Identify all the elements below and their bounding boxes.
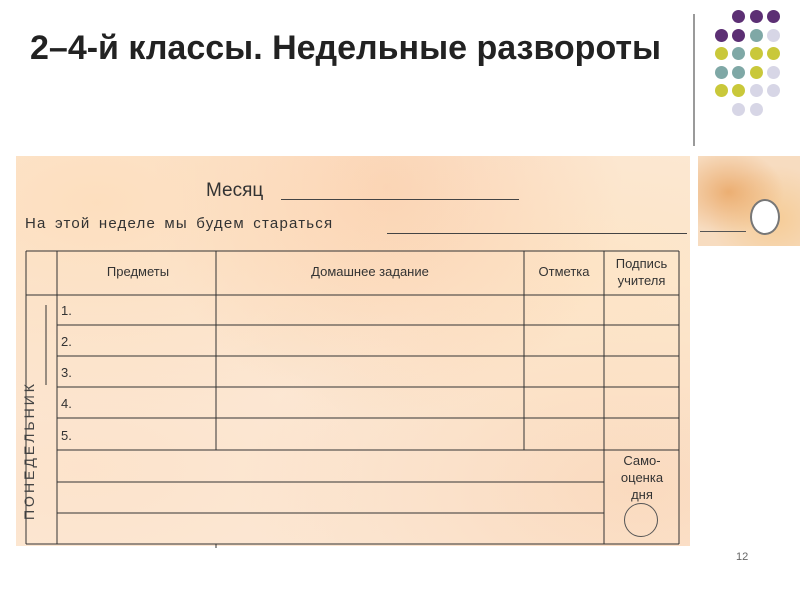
row-number-5: 5. <box>61 428 72 443</box>
header-subjects: Предметы <box>106 264 170 279</box>
header-signature-line1: Подпись <box>615 256 668 271</box>
self-assessment-line-3: дня <box>631 487 653 502</box>
header-signature-line2: учителя <box>617 273 666 288</box>
page-number: 12 <box>736 551 749 563</box>
week-goal-label: На этой неделе мы будем стараться <box>25 215 334 232</box>
self-assessment-line-1: Само- <box>623 453 661 468</box>
row-number-2: 2. <box>61 334 72 349</box>
header-homework: Домашнее задание <box>311 264 429 279</box>
row-number-3: 3. <box>61 365 72 380</box>
row-number-4: 4. <box>61 396 72 411</box>
row-number-1: 1. <box>61 303 72 318</box>
day-label-vertical: ПОНЕДЕЛЬНИК <box>21 381 37 520</box>
self-assessment-circle <box>624 503 658 537</box>
self-assessment-line-2: оценка <box>620 470 664 485</box>
slide-title: 2–4-й классы. Недельные развороты <box>30 29 662 67</box>
month-label: Месяц <box>206 180 264 201</box>
header-grade: Отметка <box>538 264 590 279</box>
self-assessment-label <box>606 452 678 503</box>
